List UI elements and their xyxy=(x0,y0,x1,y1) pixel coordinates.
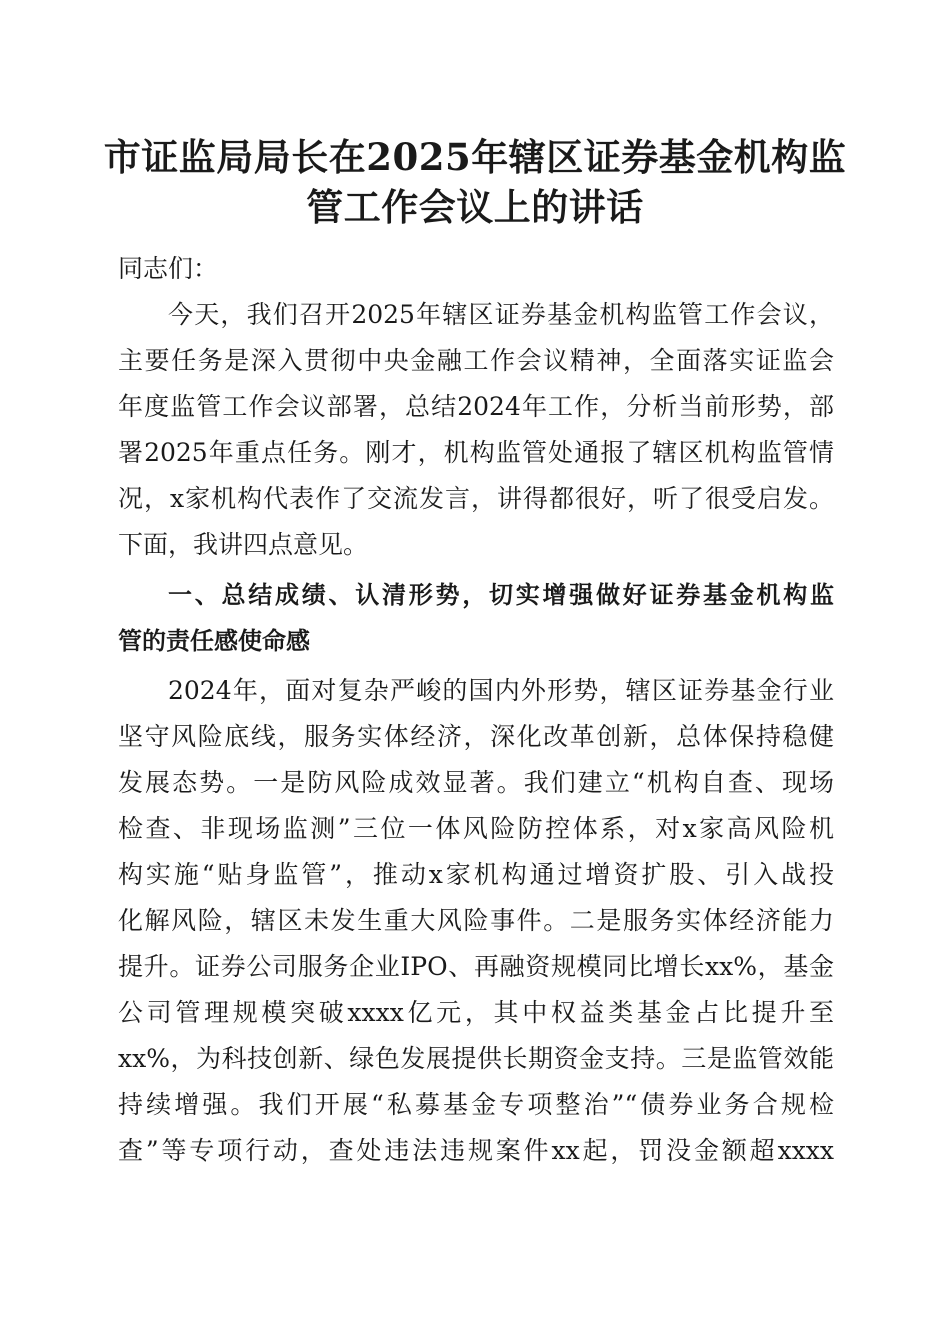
paragraph-line: 持续增强。我们开展“私募基金专项整治”“债券业务合规检 xyxy=(118,1090,834,1119)
paragraph-line: 署2025年重点任务。刚才，机构监管处通报了辖区机构监管情 xyxy=(118,438,834,467)
paragraph-line: 检查、非现场监测”三位一体风险防控体系，对x家高风险机 xyxy=(118,814,834,843)
paragraph-line: 今天，我们召开2025年辖区证券基金机构监管工作会议， xyxy=(168,300,834,329)
section-heading-line: 管的责任感使命感 xyxy=(118,627,310,655)
paragraph-line: 主要任务是深入贯彻中央金融工作会议精神，全面落实证监会 xyxy=(118,346,834,375)
paragraph-line: 年度监管工作会议部署，总结2024年工作，分析当前形势，部 xyxy=(118,392,834,421)
paragraph-line: 坚守风险底线，服务实体经济，深化改革创新，总体保持稳健 xyxy=(118,722,834,751)
paragraph-line: 查”等专项行动，查处违法违规案件xx起，罚没金额超xxxx xyxy=(118,1136,834,1165)
paragraph-line: 况，x家机构代表作了交流发言，讲得都很好，听了很受启发。 xyxy=(118,484,834,513)
document-title xyxy=(90,132,860,232)
paragraph-line: xx%，为科技创新、绿色发展提供长期资金支持。三是监管效能 xyxy=(118,1044,834,1073)
section-heading-1 xyxy=(118,572,834,664)
salutation: 同志们： xyxy=(118,254,219,283)
paragraph-achievements xyxy=(118,668,834,1174)
section-heading-line: 一、总结成绩、认清形势，切实增强做好证券基金机构监 xyxy=(168,581,834,609)
title-line-2: 管工作会议上的讲话 xyxy=(306,185,644,229)
paragraph-line: 化解风险，辖区未发生重大风险事件。二是服务实体经济能力 xyxy=(118,906,834,935)
paragraph-line: 提升。证券公司服务企业IPO、再融资规模同比增长xx%，基金 xyxy=(118,952,834,981)
paragraph-intro xyxy=(118,292,834,568)
paragraph-line: 2024年，面对复杂严峻的国内外形势，辖区证券基金行业 xyxy=(168,676,834,705)
paragraph-line: 下面，我讲四点意见。 xyxy=(118,530,369,559)
paragraph-line: 发展态势。一是防风险成效显著。我们建立“机构自查、现场 xyxy=(118,768,834,797)
paragraph-line: 构实施“贴身监管”，推动x家机构通过增资扩股、引入战投 xyxy=(118,860,834,889)
paragraph-line: 公司管理规模突破xxxx亿元，其中权益类基金占比提升至 xyxy=(118,998,834,1027)
document-body xyxy=(118,246,834,1174)
title-line-1: 市证监局局长在2025年辖区证券基金机构监 xyxy=(103,135,847,179)
